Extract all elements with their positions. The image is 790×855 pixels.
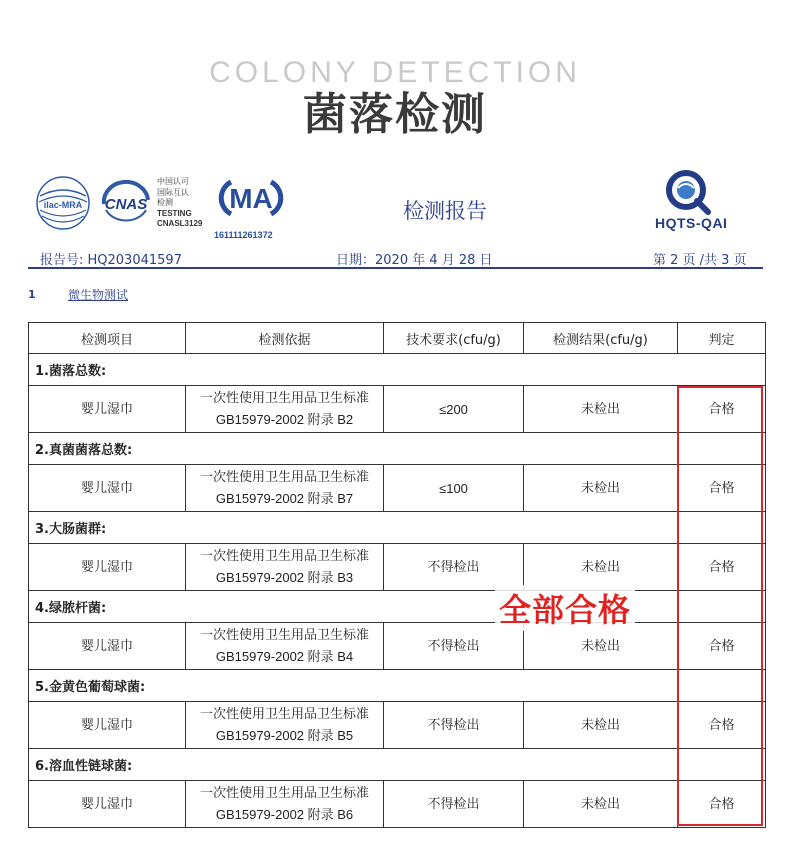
cell-item: 婴儿湿巾 — [29, 623, 186, 670]
report-date: 日期：2020 年 4 月 28 日 — [336, 253, 493, 268]
cell-result: 未检出 — [524, 702, 678, 749]
category-label: 6.溶血性链球菌: — [29, 749, 766, 781]
table-row — [29, 544, 766, 591]
basis-line: 一次性使用卫生用品卫生标准 — [199, 628, 369, 643]
report-number: 报告号: HQ203041597 — [40, 253, 182, 268]
basis-line: 一次性使用卫生用品卫生标准 — [199, 707, 369, 722]
cma-label: MA — [229, 183, 273, 214]
report-page: 第 2 页 /共 3 页 — [653, 253, 747, 268]
cell-result: 未检出 — [524, 386, 678, 433]
cell-item: 婴儿湿巾 — [29, 702, 186, 749]
category-row — [29, 670, 766, 702]
cell-result: 未检出 — [524, 781, 678, 828]
hqts-logo — [664, 168, 712, 216]
cell-verdict: 合格 — [678, 386, 766, 433]
basis-line: GB15979-2002 附录 B6 — [215, 807, 354, 822]
cma-number: 161111261372 — [214, 230, 273, 240]
category-row — [29, 591, 766, 623]
category-label: 4.绿脓杆菌: — [29, 591, 766, 623]
column-header: 技术要求(cfu/g) — [384, 323, 524, 354]
cell-result: 未检出 — [524, 544, 678, 591]
basis-line: 一次性使用卫生用品卫生标准 — [199, 470, 369, 485]
section-number: 1 — [28, 288, 36, 301]
category-row — [29, 433, 766, 465]
category-label: 1.菌落总数: — [29, 354, 766, 386]
cnas-label: CNAS — [104, 196, 148, 213]
cell-basis — [186, 465, 384, 512]
english-title: COLONY DETECTION — [209, 56, 581, 89]
cell-verdict: 合格 — [678, 623, 766, 670]
report-title: 检测报告 — [403, 199, 487, 223]
cell-requirement: 不得检出 — [384, 781, 524, 828]
column-header: 判定 — [678, 323, 766, 354]
cell-verdict: 合格 — [678, 544, 766, 591]
cell-basis — [186, 781, 384, 828]
basis-line: GB15979-2002 附录 B7 — [215, 491, 354, 506]
column-header: 检测项目 — [29, 323, 186, 354]
cell-item: 婴儿湿巾 — [29, 465, 186, 512]
cell-requirement: 不得检出 — [384, 623, 524, 670]
table-header-row — [29, 323, 766, 354]
basis-line: GB15979-2002 附录 B5 — [215, 728, 354, 743]
page-title: 菌落检测 — [303, 89, 487, 140]
cell-requirement: ≤100 — [384, 465, 524, 512]
cell-basis — [186, 623, 384, 670]
basis-line: 一次性使用卫生用品卫生标准 — [199, 391, 369, 406]
cell-verdict: 合格 — [678, 465, 766, 512]
cnas-line: 检测 — [157, 198, 173, 207]
verdict-highlight-box — [677, 386, 763, 826]
column-header: 检测依据 — [186, 323, 384, 354]
cell-result: 未检出 — [524, 465, 678, 512]
header-divider — [28, 267, 763, 269]
test-results-table — [28, 322, 766, 828]
table-row — [29, 623, 766, 670]
basis-line: 一次性使用卫生用品卫生标准 — [199, 549, 369, 564]
basis-line: GB15979-2002 附录 B3 — [215, 570, 354, 585]
basis-line: GB15979-2002 附录 B2 — [215, 412, 354, 427]
table-row — [29, 781, 766, 828]
cell-result: 未检出 — [524, 623, 678, 670]
hqts-label: HQTS-QAI — [655, 215, 728, 231]
cnas-line: CNASL3129 — [157, 219, 203, 228]
category-row — [29, 749, 766, 781]
table-row — [29, 386, 766, 433]
column-header: 检测结果(cfu/g) — [524, 323, 678, 354]
cell-requirement: 不得检出 — [384, 544, 524, 591]
cell-basis — [186, 702, 384, 749]
table-row — [29, 702, 766, 749]
cell-verdict: 合格 — [678, 781, 766, 828]
ilac-label: ilac-MRA — [43, 200, 83, 210]
all-passed-stamp: 全部合格 — [495, 585, 635, 631]
category-row — [29, 512, 766, 544]
category-label: 5.金黄色葡萄球菌: — [29, 670, 766, 702]
cell-item: 婴儿湿巾 — [29, 544, 186, 591]
cell-basis — [186, 544, 384, 591]
cnas-line: TESTING — [157, 208, 192, 218]
cell-requirement: 不得检出 — [384, 702, 524, 749]
cnas-line: 国际互认 — [157, 187, 189, 197]
cell-basis — [186, 386, 384, 433]
category-row — [29, 354, 766, 386]
category-label: 3.大肠菌群: — [29, 512, 766, 544]
category-label: 2.真菌菌落总数: — [29, 433, 766, 465]
cnas-line: 中国认可 — [157, 177, 189, 186]
basis-line: 一次性使用卫生用品卫生标准 — [199, 786, 369, 801]
cell-requirement: ≤200 — [384, 386, 524, 433]
table-row — [29, 465, 766, 512]
section-name: 微生物测试 — [68, 288, 129, 302]
cell-item: 婴儿湿巾 — [29, 781, 186, 828]
cell-item: 婴儿湿巾 — [29, 386, 186, 433]
basis-line: GB15979-2002 附录 B4 — [215, 649, 354, 664]
cell-verdict: 合格 — [678, 702, 766, 749]
